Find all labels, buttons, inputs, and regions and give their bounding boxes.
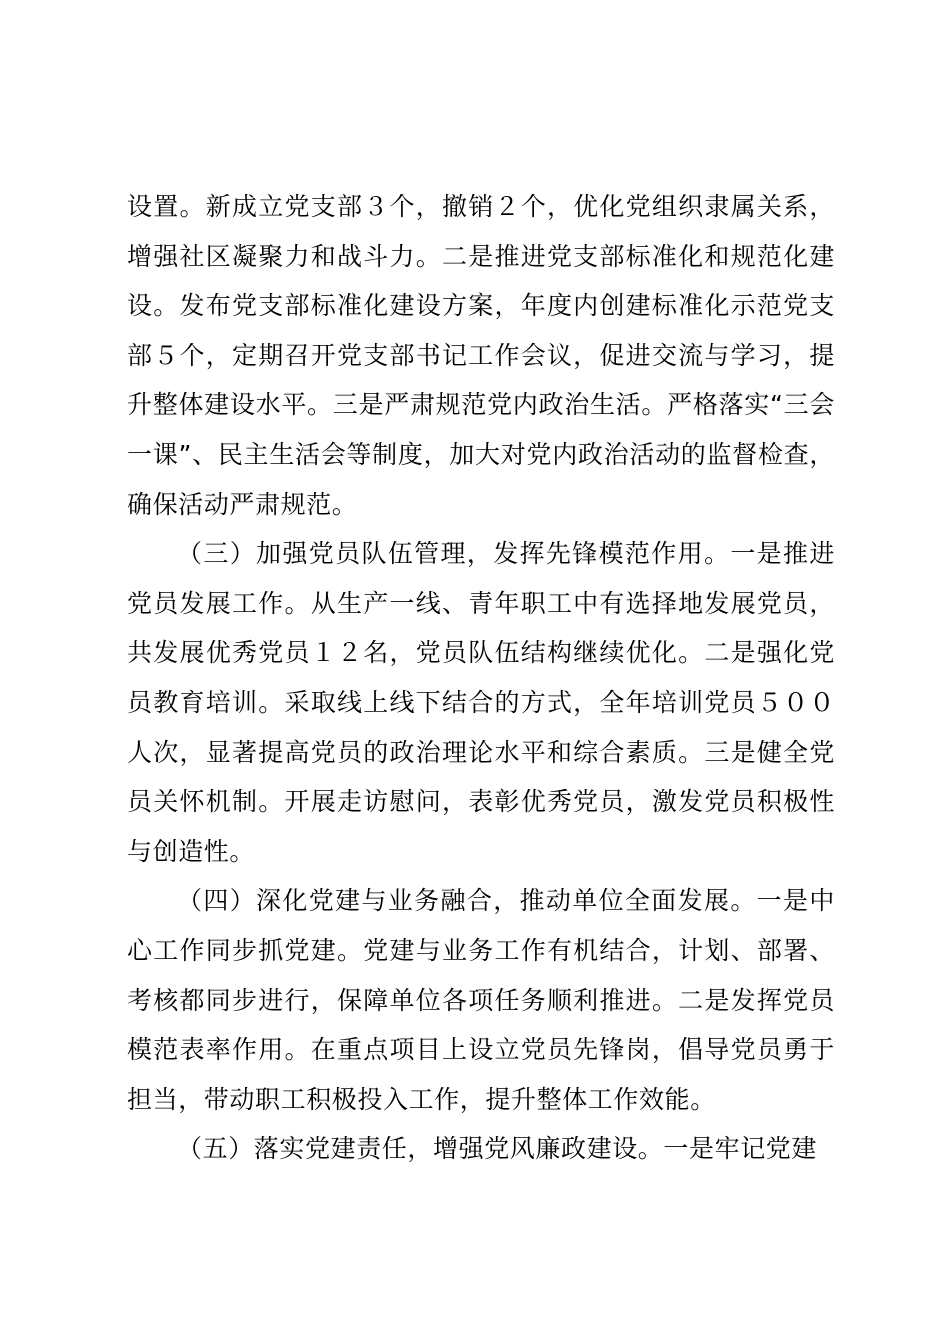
paragraph-organization-setup: 设置。新成立党支部３个，撤销２个，优化党组织隶属关系，增强社区凝聚力和战斗力。二是推进党支部标准化和规范化建设。发布党支部标准化建设方案，年度内创建标准化示范党支部５个，定期召开党支部书记工作会议，促进交流与学习，提升整体建设水平。三是严肃规范党内政治生活。严格落实“三会一课”、民主生活会等制度，加大对党内政治活动的监督检查，确保活动严肃规范。 [127, 192, 835, 519]
paragraph-section-5-responsibility: （五）落实党建责任，增强党风廉政建设。一是牢记党建 [177, 1134, 818, 1164]
paragraph-section-3-member-management: （三）加强党员队伍管理，发挥先锋模范作用。一是推进党员发展工作。从生产一线、青年职工中有选择地发展党员，共发展优秀党员１２名，党员队伍结构继续优化。二是强化党员教育培训。采取线上线下结合的方式，全年培训党员５００人次，显著提高党员的政治理论水平和综合素质。三是健全党员关怀机制。开展走访慰问，表彰优秀党员，激发党员积极性与创造性。 [127, 539, 835, 866]
paragraph-section-4-business-integration: （四）深化党建与业务融合，推动单位全面发展。一是中心工作同步抓党建。党建与业务工作有机结合，计划、部署、考核都同步进行，保障单位各项任务顺利推进。二是发挥党员模范表率作用。在重点项目上设立党员先锋岗，倡导党员勇于担当，带动职工积极投入工作，提升整体工作效能。 [127, 886, 835, 1114]
document-body [127, 182, 835, 1174]
